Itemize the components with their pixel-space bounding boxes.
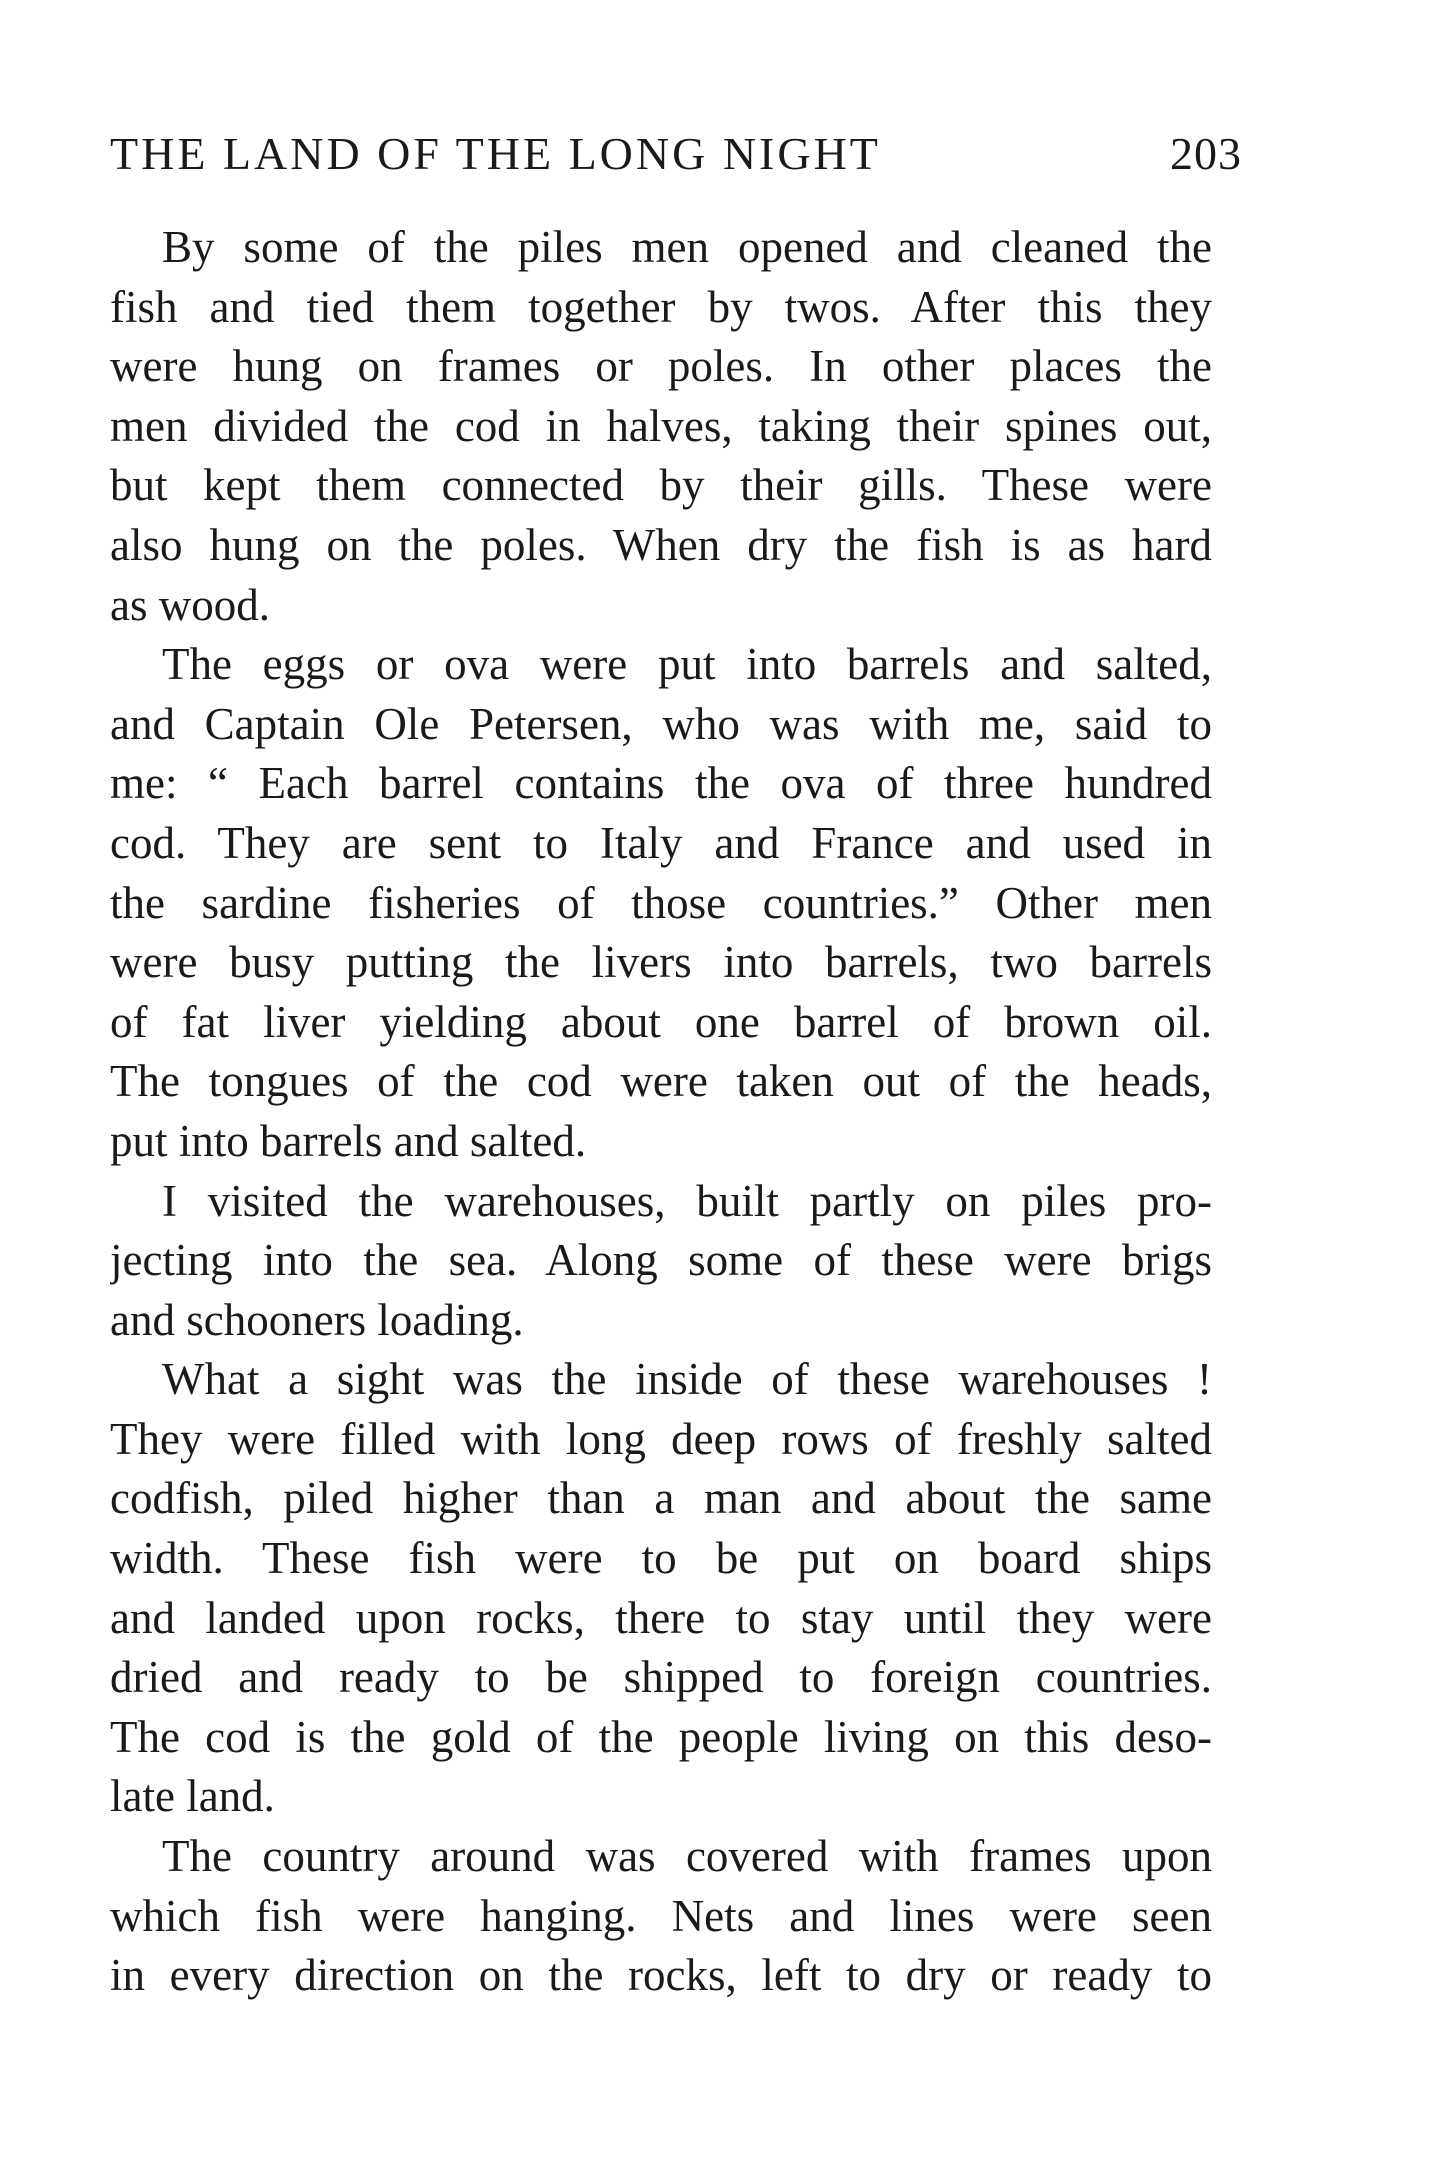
text-line: The tongues of the cod were taken out of the heads, bbox=[110, 1056, 1212, 1107]
text-line: They were filled with long deep rows of freshly salted bbox=[110, 1413, 1212, 1464]
text-line: jecting into the sea. Along some of these were brigs bbox=[110, 1235, 1212, 1286]
paragraph bbox=[110, 1350, 1212, 1827]
text-line: were hung on frames or poles. In other places the bbox=[110, 341, 1212, 392]
text-line: codfish, piled higher than a man and about the same bbox=[110, 1473, 1212, 1524]
page-number: 203 bbox=[1170, 128, 1242, 179]
paragraph bbox=[110, 218, 1212, 635]
text-line: width. These fish were to be put on board ships bbox=[110, 1533, 1212, 1584]
text-line: What a sight was the inside of these warehouses ! bbox=[162, 1354, 1212, 1405]
text-line: The eggs or ova were put into barrels and salted, bbox=[162, 639, 1212, 690]
text-line: and Captain Ole Petersen, who was with me, said to bbox=[110, 698, 1212, 749]
text-line: also hung on the poles. When dry the fish is as hard bbox=[110, 519, 1212, 570]
running-header bbox=[110, 124, 1242, 184]
text-line: I visited the warehouses, built partly on piles pro- bbox=[162, 1175, 1212, 1226]
text-line: fish and tied them together by twos. After this they bbox=[110, 281, 1212, 332]
text-line: and schooners loading. bbox=[110, 1294, 524, 1345]
text-line: and landed upon rocks, there to stay until they were bbox=[110, 1592, 1212, 1643]
body-text bbox=[110, 218, 1212, 2006]
text-line: men divided the cod in halves, taking their spines out, bbox=[110, 400, 1212, 451]
text-line: put into barrels and salted. bbox=[110, 1115, 587, 1166]
text-line: which fish were hanging. Nets and lines were seen bbox=[110, 1890, 1212, 1941]
text-line: me: “ Each barrel contains the ova of three hundred bbox=[110, 758, 1212, 809]
paragraph bbox=[110, 635, 1212, 1171]
paragraph bbox=[110, 1827, 1212, 2006]
running-head-title: THE LAND OF THE LONG NIGHT bbox=[110, 128, 881, 179]
text-line: The cod is the gold of the people living on this deso- bbox=[110, 1711, 1212, 1762]
text-line: of fat liver yielding about one barrel of brown oil. bbox=[110, 996, 1212, 1047]
text-line: dried and ready to be shipped to foreign countries. bbox=[110, 1652, 1212, 1703]
text-line: were busy putting the livers into barrels, two barrels bbox=[110, 937, 1212, 988]
text-line: in every direction on the rocks, left to dry or ready to bbox=[110, 1950, 1212, 2001]
text-line: cod. They are sent to Italy and France and used in bbox=[110, 817, 1212, 868]
text-line: late land. bbox=[110, 1771, 275, 1822]
text-line: as wood. bbox=[110, 579, 270, 630]
text-line: but kept them connected by their gills. These were bbox=[110, 460, 1212, 511]
text-line: The country around was covered with frames upon bbox=[162, 1831, 1212, 1882]
paragraph bbox=[110, 1172, 1212, 1351]
text-line: By some of the piles men opened and cleaned the bbox=[162, 222, 1212, 272]
text-line: the sardine fisheries of those countries.” Other men bbox=[110, 877, 1212, 928]
